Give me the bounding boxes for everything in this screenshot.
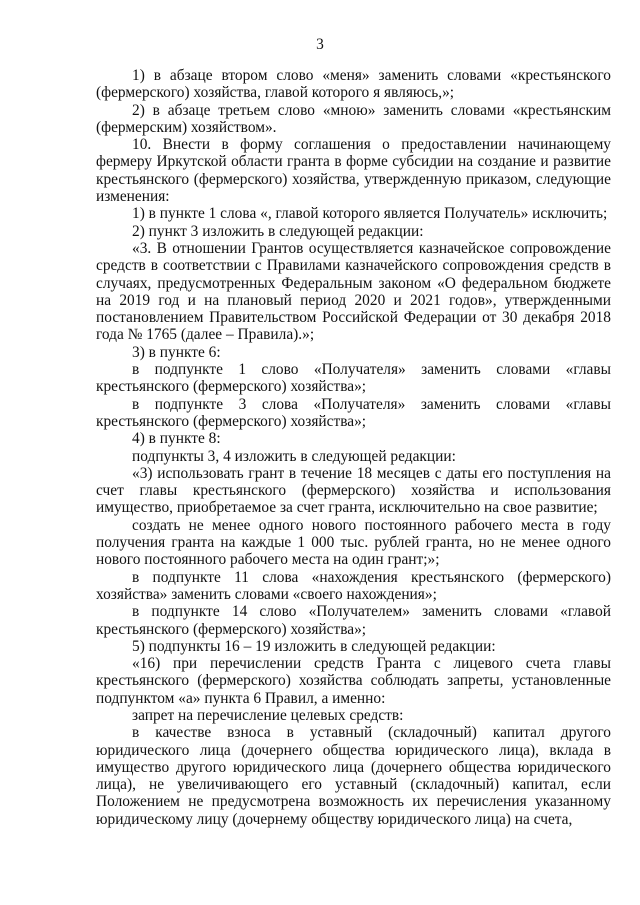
paragraph: 2) пункт 3 изложить в следующей редакции: [132, 222, 424, 240]
page-number: 3 [316, 36, 324, 53]
paragraph: 2) в абзаце третьем слово «мною» заменить словами «крестьянским (фермерским) хозяйством». [96, 101, 611, 136]
paragraph: в подпункте 1 слово «Получателя» заменить словами «главы крестьянского (фермерского) хозяйства»; [96, 361, 611, 396]
paragraph: 10. Внести в форму соглашения о предоставлении начинающему фермеру Иркутской области гранта в форме субсидии на создание и развитие крестьянского (фермерского) хозяйства, утвержденную приказом, следующие изменения: [96, 136, 611, 206]
paragraph: 1) в пункте 1 слова «, главой которого является Получатель» исключить; [132, 205, 608, 223]
paragraph: 3) в пункте 6: [132, 343, 221, 361]
paragraph: 4) в пункте 8: [132, 430, 221, 448]
paragraph: 5) подпункты 16 – 19 изложить в следующей редакции: [132, 637, 496, 655]
paragraph: в качестве взноса в уставный (складочный) капитал другого юридического лица (дочернего общества юридического лица), вклада в имущество другого юридического лица (дочернего общества юридического лица), не увеличивающего его уставный (складочный) капитал, если Положением не предусмотрена возможность их перечисления указанному юридическому лицу (дочернему обществу юридического лица) на счета, [96, 724, 611, 828]
paragraph: в подпункте 14 слово «Получателем» заменить словами «главой крестьянского (фермерского) хозяйства»; [96, 603, 611, 638]
paragraph: подпункты 3, 4 изложить в следующей редакции: [132, 447, 456, 465]
paragraph: «3) использовать грант в течение 18 месяцев с даты его поступления на счет главы крестьянского (фермерского) хозяйства и использования имущество, приобретаемое за счет гранта, исключительно на свое развитие; [96, 464, 611, 517]
paragraph: «16) при перечислении средств Гранта с лицевого счета главы крестьянского (фермерского) хозяйства соблюдать запреты, установленные подпунктом «а» пункта 6 Правил, а именно: [96, 655, 611, 707]
paragraph: 1) в абзаце втором слово «меня» заменить словами «крестьянского (фермерского) хозяйства, главой которого я являюсь,»; [96, 67, 611, 102]
paragraph: в подпункте 3 слова «Получателя» заменить словами «главы крестьянского (фермерского) хозяйства»; [96, 395, 611, 430]
paragraph: создать не менее одного нового постоянного рабочего места в году получения гранта на каждые 1 000 тыс. рублей гранта, но не менее одного нового постоянного рабочего места на один грант;»; [96, 516, 611, 569]
paragraph: «3. В отношении Грантов осуществляется казначейское сопровождение средств в соответствии с Правилами казначейского сопровождения средств в случаях, предусмотренных Федеральным законом «О федеральном бюджете на 2019 год и на плановый период 2020 и 2021 годов», утвержденными постановлением Правительством Российской Федерации от 30 декабря 2018 года № 1765 (далее – Правила).»; [96, 239, 611, 344]
paragraph: запрет на перечисление целевых средств: [132, 706, 404, 724]
document-body [96, 67, 611, 828]
paragraph: в подпункте 11 слова «нахождения крестьянского (фермерского) хозяйства» заменить словами «своего нахождения»; [96, 568, 611, 603]
